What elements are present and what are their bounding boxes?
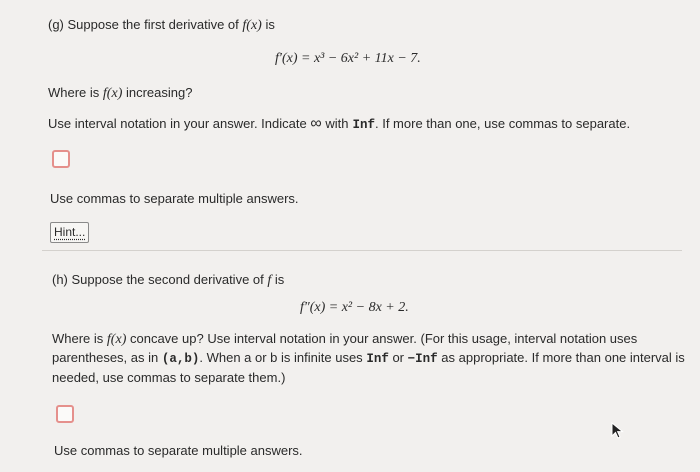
- part-h-line1-func: f(x): [106, 332, 127, 347]
- part-g-instructions: [48, 114, 630, 135]
- part-h-line2-a: parentheses, as in: [52, 350, 159, 365]
- part-g-equation-lhs: f′(x) =: [275, 51, 311, 66]
- part-h-equation-lhs: f″(x) =: [300, 300, 339, 315]
- part-h-question-line-1: [52, 329, 637, 350]
- part-h-line2-b: . When a or b is infinite uses: [199, 350, 363, 365]
- part-g-question-suffix: increasing?: [125, 85, 193, 100]
- part-h-answer-input[interactable]: [56, 405, 74, 423]
- part-h-prompt: [52, 270, 284, 291]
- part-g-multi-note: Use commas to separate multiple answers.: [50, 191, 299, 206]
- part-h-is: is: [274, 272, 285, 287]
- part-h-line2-or: or: [392, 350, 405, 365]
- part-h-line2-c: as appropriate. If more than one interval is: [441, 350, 685, 365]
- part-h-func: f: [267, 273, 272, 288]
- part-h-equation: [300, 298, 409, 318]
- part-g-question-prefix: Where is: [48, 85, 100, 100]
- part-g-equation-rhs: x³ − 6x² + 11x − 7.: [313, 51, 421, 66]
- inf-code-h: Inf: [366, 352, 389, 366]
- part-g-is: is: [265, 17, 275, 32]
- part-g-instruction-3: . If more than one, use commas to separate.: [375, 116, 631, 131]
- part-g-instruction-1: Use interval notation in your answer. Indicate: [48, 116, 307, 131]
- part-h-equation-rhs: x² − 8x + 2.: [341, 300, 409, 315]
- part-g-question-func: f(x): [102, 86, 123, 101]
- part-h-question-line-3: needed, use commas to separate them.): [52, 370, 286, 385]
- part-g-question: [48, 83, 192, 104]
- part-g-label: (g): [48, 17, 64, 32]
- part-h-intro: Suppose the second derivative of: [71, 272, 264, 287]
- part-g-instruction-2: with: [325, 116, 349, 131]
- section-divider: [42, 250, 682, 251]
- part-h-line1-suffix: concave up? Use interval notation in your answer. (For this usage, interval notation uses: [129, 331, 638, 346]
- part-h-line1-prefix: Where is: [52, 331, 104, 346]
- hint-button[interactable]: Hint...: [50, 222, 89, 243]
- part-g-answer-input[interactable]: [52, 150, 70, 168]
- inf-code: Inf: [352, 118, 375, 132]
- part-g-func: f(x): [242, 18, 262, 33]
- part-g-equation: [275, 49, 421, 69]
- part-g-prompt: [48, 15, 275, 36]
- mouse-cursor-icon: [611, 422, 625, 440]
- part-h-label: (h): [52, 272, 68, 287]
- interval-example-code: (a,b): [161, 352, 200, 366]
- part-g-intro: Suppose the first derivative of: [67, 17, 239, 32]
- part-h-multi-note: Use commas to separate multiple answers.: [54, 443, 303, 458]
- neg-inf-code: −Inf: [407, 352, 438, 366]
- infinity-symbol: ∞: [310, 115, 322, 132]
- part-h-question-line-2: [52, 348, 685, 369]
